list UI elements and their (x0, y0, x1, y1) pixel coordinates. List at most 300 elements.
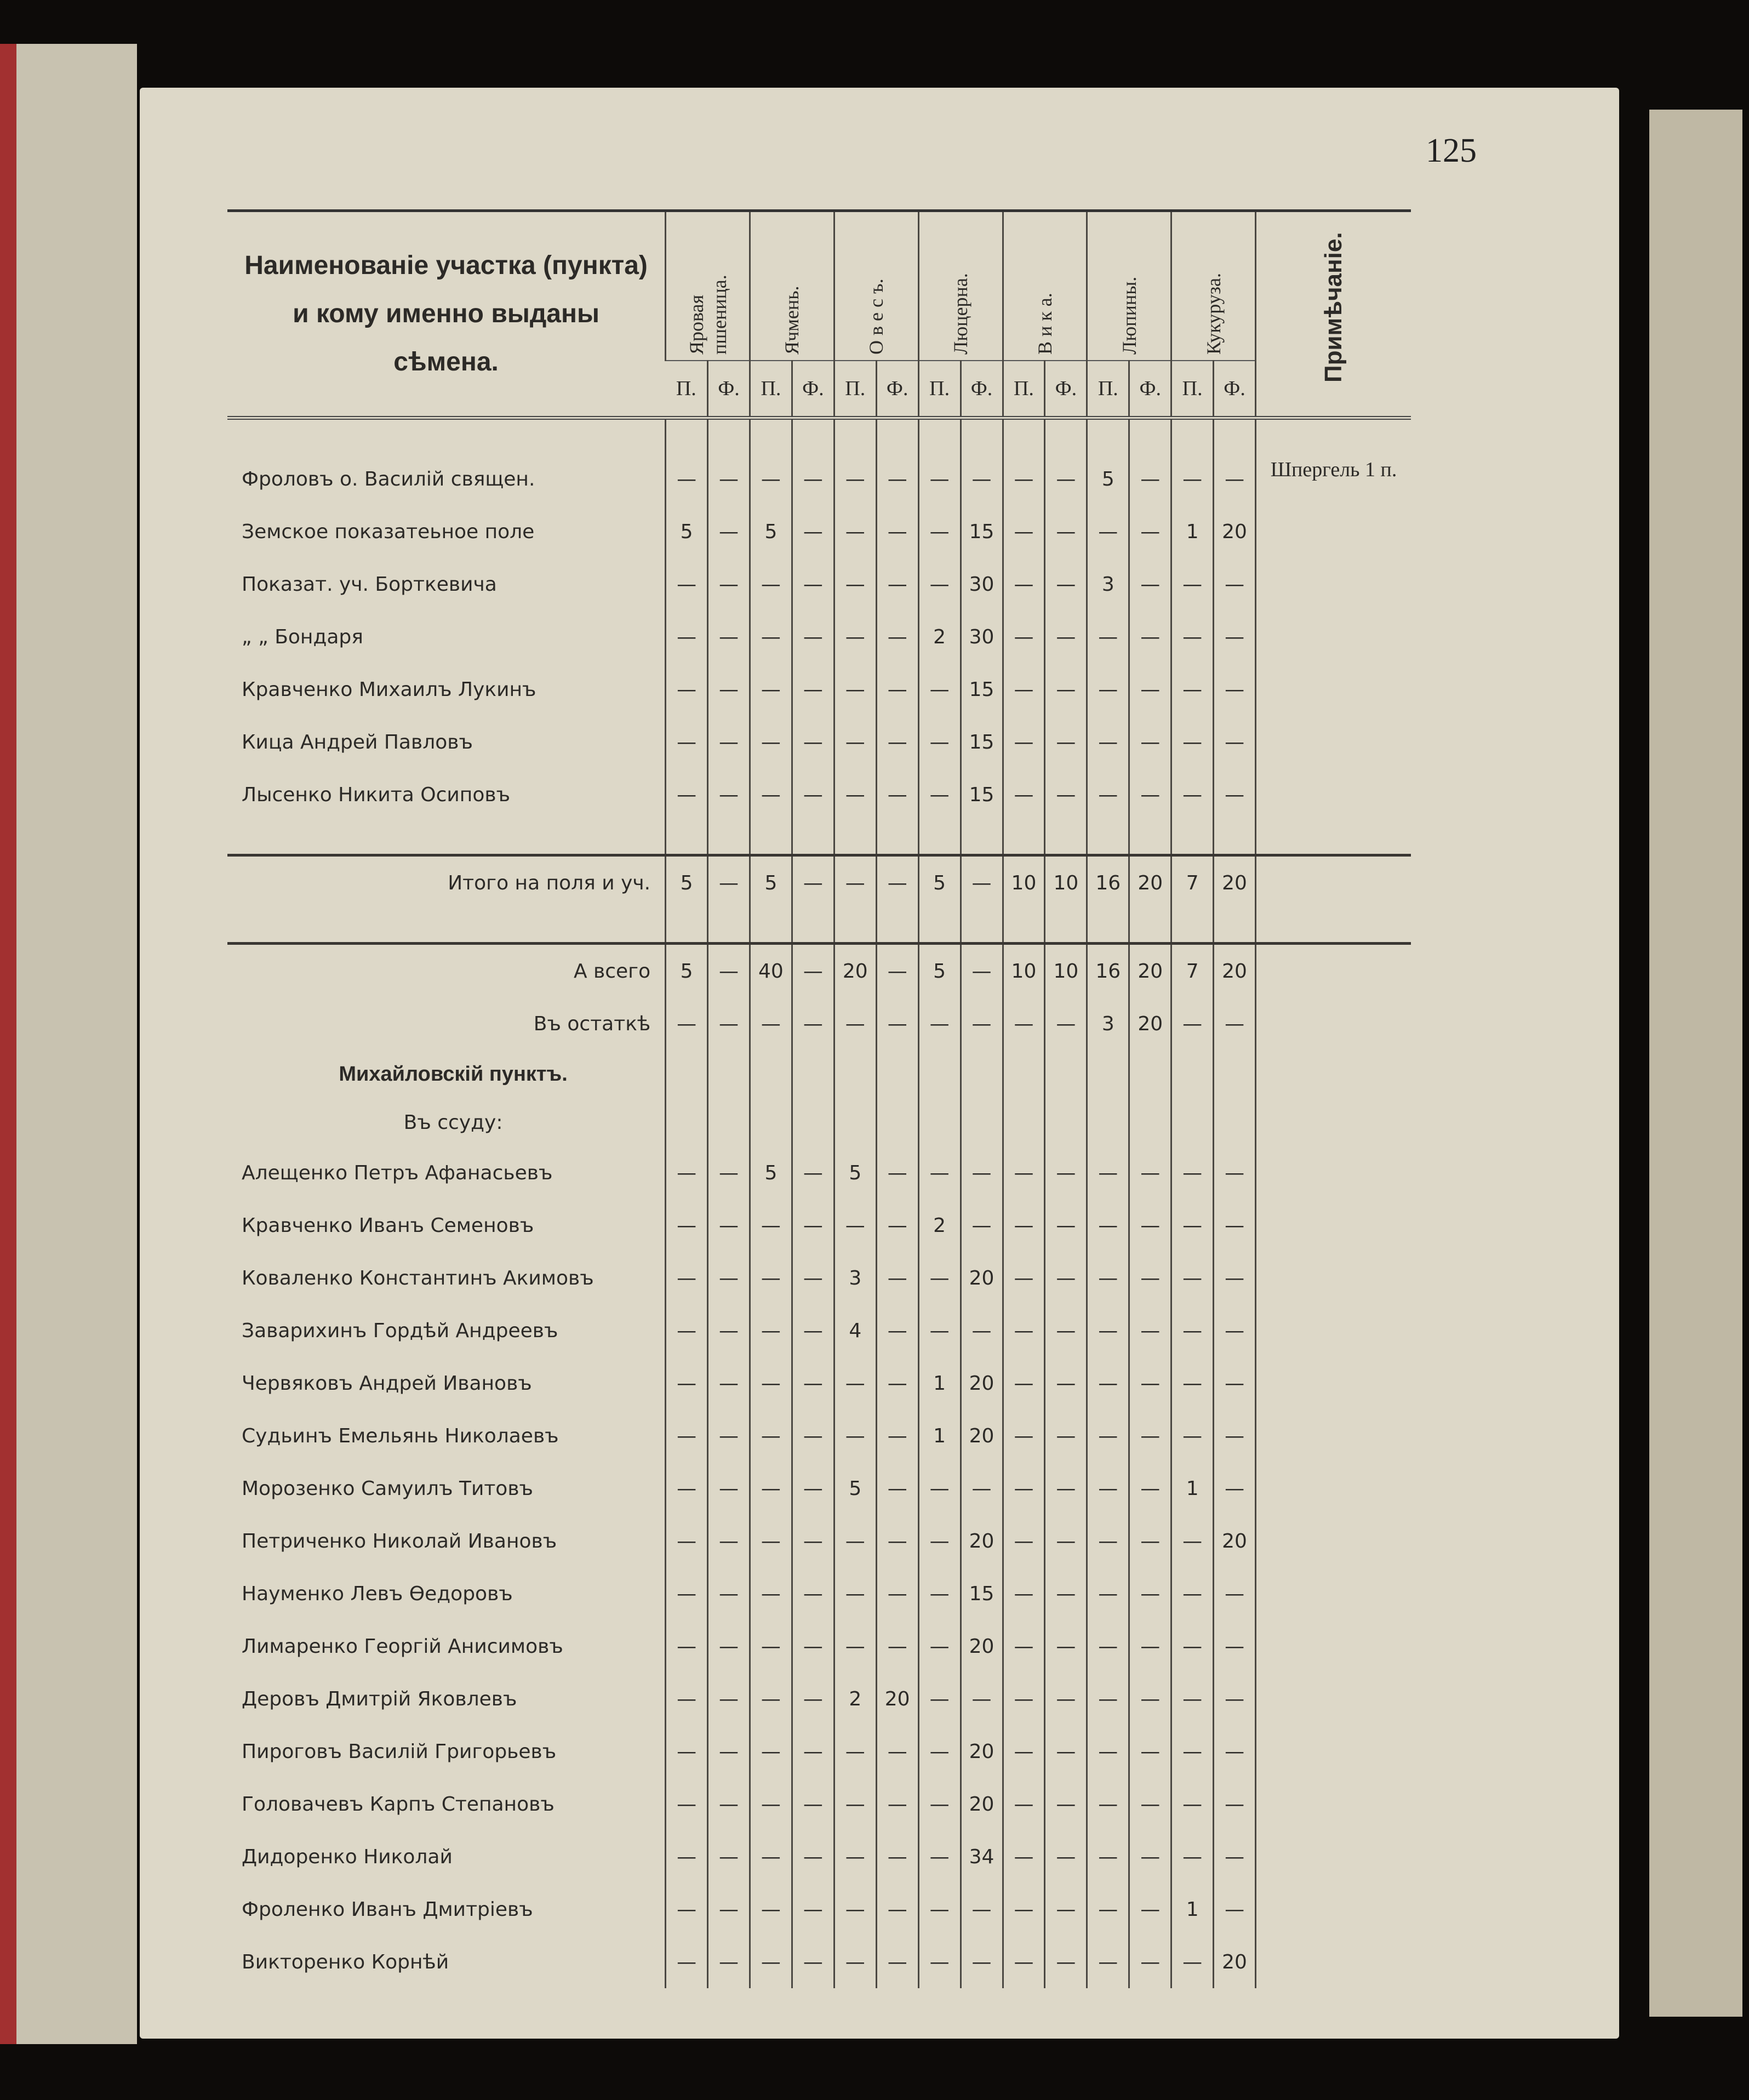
table-cell: — (834, 1199, 876, 1252)
table-cell: — (1171, 558, 1214, 610)
table-cell: — (792, 997, 834, 1050)
table-cell: — (1129, 1567, 1171, 1620)
table-row (227, 997, 1411, 1050)
table-cell: — (1171, 1567, 1214, 1620)
table-cell: — (1087, 1936, 1129, 1988)
table-row (227, 505, 1411, 558)
table-cell: — (1045, 1883, 1087, 1936)
name-column-header: Наименованіе участка (пункта) и кому именно выданы сѣмена. (227, 211, 666, 418)
table-cell: — (1045, 1409, 1087, 1462)
row-name: Земское показатеьное поле (242, 520, 535, 543)
table-cell: — (666, 1778, 708, 1830)
table-cell: — (1214, 1199, 1256, 1252)
table-cell: — (918, 1830, 961, 1883)
table-cell: 20 (961, 1252, 1003, 1304)
right-page-edge (1649, 110, 1742, 2017)
table-cell: — (666, 1883, 708, 1936)
note-column-header: Примѣчаніе. (1256, 211, 1411, 418)
table-cell: — (1045, 716, 1087, 768)
table-cell: — (1003, 1515, 1045, 1567)
table-cell: 5 (666, 944, 708, 998)
table-cell: 15 (961, 1567, 1003, 1620)
table-cell: — (1087, 1673, 1129, 1725)
subheader-3: Ф. (792, 361, 834, 418)
spacer-cell (750, 418, 792, 453)
spacer-cell (708, 909, 750, 944)
table-cell: — (1003, 1620, 1045, 1673)
empty-cell (1171, 1098, 1214, 1146)
table-cell: — (666, 997, 708, 1050)
table-cell: — (708, 1673, 750, 1725)
table-cell: — (1214, 1620, 1256, 1673)
table-cell: — (708, 505, 750, 558)
table-cell: — (1087, 1830, 1129, 1883)
note-cell-empty (1256, 1620, 1411, 1673)
table-cell: — (1087, 1357, 1129, 1409)
table-cell: — (876, 1409, 918, 1462)
spacer-cell (1171, 418, 1214, 453)
table-cell: 5 (750, 505, 792, 558)
table-cell: — (750, 1778, 792, 1830)
spacer-cell (227, 821, 666, 855)
table-cell: 7 (1171, 944, 1214, 998)
table-cell: — (750, 1462, 792, 1515)
table-cell: — (834, 505, 876, 558)
table-cell: — (750, 1515, 792, 1567)
spacer-cell (1256, 418, 1411, 453)
table-cell: — (1171, 768, 1214, 821)
table-cell: 5 (834, 1146, 876, 1199)
crop-header-vetch: В и к а. (1003, 211, 1087, 361)
table-cell: — (1087, 610, 1129, 663)
empty-cell (1087, 1050, 1129, 1098)
table-cell: — (1087, 1409, 1129, 1462)
spacer-cell (961, 821, 1003, 855)
table-cell: — (666, 663, 708, 716)
spacer-cell (708, 821, 750, 855)
table-cell: — (792, 768, 834, 821)
table-cell: — (1171, 1725, 1214, 1778)
table-cell: — (876, 610, 918, 663)
table-cell: — (1003, 610, 1045, 663)
table-cell: — (666, 1515, 708, 1567)
spacer-cell (1087, 821, 1129, 855)
table-cell: 5 (918, 944, 961, 998)
note-cell-empty (1256, 944, 1411, 998)
table-cell: — (666, 1673, 708, 1725)
table-cell: — (1045, 558, 1087, 610)
row-name: Въ остаткѣ (533, 1012, 651, 1035)
table-cell: — (1045, 1462, 1087, 1515)
table-cell: 20 (1129, 855, 1171, 910)
empty-cell (918, 1050, 961, 1098)
table-cell: — (792, 453, 834, 505)
table-cell: 15 (961, 716, 1003, 768)
table-cell: — (918, 1883, 961, 1936)
table-cell: — (1003, 768, 1045, 821)
table-cell: 30 (961, 610, 1003, 663)
table-cell: — (1087, 716, 1129, 768)
table-row (227, 1778, 1411, 1830)
table-cell: — (1003, 1462, 1045, 1515)
note-cell-empty (1256, 768, 1411, 821)
table-cell: — (961, 944, 1003, 998)
table-cell: — (1129, 1146, 1171, 1199)
table-cell: — (1171, 1357, 1214, 1409)
table-cell: — (1087, 505, 1129, 558)
subheader-8: П. (1003, 361, 1045, 418)
table-cell: — (1045, 505, 1087, 558)
table-cell: — (1003, 1778, 1045, 1830)
table-cell: — (1171, 1936, 1214, 1988)
table-cell: — (750, 1357, 792, 1409)
empty-cell (876, 1098, 918, 1146)
spacer-cell (1256, 909, 1411, 944)
table-cell: — (918, 1778, 961, 1830)
table-cell: 15 (961, 505, 1003, 558)
table-cell: — (961, 1883, 1003, 1936)
table-cell: — (876, 997, 918, 1050)
table-cell: — (1087, 1199, 1129, 1252)
table-cell: — (666, 1409, 708, 1462)
table-cell: — (1129, 1620, 1171, 1673)
table-cell: — (1045, 1936, 1087, 1988)
empty-cell (961, 1050, 1003, 1098)
spacer-cell (792, 418, 834, 453)
row-name: Заварихинъ Гордѣй Андреевъ (242, 1319, 558, 1342)
table-cell: — (1171, 1515, 1214, 1567)
note-cell-empty (1256, 716, 1411, 768)
table-cell: — (708, 997, 750, 1050)
table-cell: — (708, 1620, 750, 1673)
note-cell-empty (1256, 1883, 1411, 1936)
table-cell: — (1045, 453, 1087, 505)
table-row (227, 1620, 1411, 1673)
table-cell: — (1045, 610, 1087, 663)
note-cell-empty (1256, 558, 1411, 610)
table-cell: — (666, 1357, 708, 1409)
table-cell: — (918, 1462, 961, 1515)
table-cell: — (1003, 1725, 1045, 1778)
row-name: Лимаренко Георгій Анисимовъ (242, 1635, 563, 1658)
table-cell: — (1129, 1357, 1171, 1409)
table-row (227, 1357, 1411, 1409)
note-cell-empty (1256, 1199, 1411, 1252)
spacer-cell (227, 418, 666, 453)
note-cell: Шпергель 1 п. (1256, 453, 1411, 505)
table-cell: — (1003, 1252, 1045, 1304)
table-cell: 20 (1214, 1936, 1256, 1988)
empty-cell (666, 1098, 708, 1146)
spacer-cell (918, 418, 961, 453)
table-row (227, 1567, 1411, 1620)
table-cell: — (1171, 1252, 1214, 1304)
empty-cell (1214, 1098, 1256, 1146)
spacer-row (227, 418, 1411, 453)
table-cell: — (1003, 558, 1045, 610)
note-cell-empty (1256, 610, 1411, 663)
table-cell: — (1214, 1673, 1256, 1725)
table-cell: 1 (918, 1409, 961, 1462)
table-cell: — (750, 610, 792, 663)
table-row (227, 1883, 1411, 1936)
spacer-row (227, 821, 1411, 855)
table-cell: — (1129, 1515, 1171, 1567)
table-cell: 20 (961, 1409, 1003, 1462)
empty-cell (1256, 1098, 1411, 1146)
table-cell: — (961, 1673, 1003, 1725)
table-cell: — (918, 1252, 961, 1304)
table-cell: 20 (834, 944, 876, 998)
empty-cell (834, 1050, 876, 1098)
crop-header-lupine: Люпины. (1087, 211, 1171, 361)
crop-header-alfalfa: Люцерна. (918, 211, 1003, 361)
table-cell: — (1171, 663, 1214, 716)
table-cell: — (750, 1252, 792, 1304)
table-cell: — (834, 558, 876, 610)
row-name: Дидоренко Николай (242, 1845, 453, 1868)
table-cell: 5 (1087, 453, 1129, 505)
spacer-cell (1045, 821, 1087, 855)
table-row (227, 944, 1411, 998)
table-cell: — (1003, 1199, 1045, 1252)
table-cell: 20 (1214, 855, 1256, 910)
table-cell: — (750, 1725, 792, 1778)
table-cell: — (1045, 1673, 1087, 1725)
book-cover-edge (0, 44, 16, 2044)
table-cell: — (876, 855, 918, 910)
table-cell: — (708, 1409, 750, 1462)
table-cell: — (918, 997, 961, 1050)
table-cell: — (792, 1620, 834, 1673)
subheader-12: П. (1171, 361, 1214, 418)
section-row (227, 1050, 1411, 1098)
table-cell: — (1003, 1830, 1045, 1883)
crop-header-oats: О в е с ъ. (834, 211, 918, 361)
table-cell: — (792, 716, 834, 768)
table-cell: — (834, 1515, 876, 1567)
table-cell: 20 (961, 1725, 1003, 1778)
table-row (227, 855, 1411, 910)
table-cell: — (1003, 1304, 1045, 1357)
spacer-cell (666, 909, 708, 944)
table-cell: — (1087, 768, 1129, 821)
seed-distribution-table (227, 209, 1411, 1988)
table-cell: — (1214, 997, 1256, 1050)
spacer-cell (1129, 821, 1171, 855)
table-cell: — (708, 610, 750, 663)
empty-cell (750, 1098, 792, 1146)
table-cell: — (876, 1357, 918, 1409)
row-name: Морозенко Самуилъ Титовъ (242, 1477, 533, 1500)
spacer-cell (750, 821, 792, 855)
spacer-cell (961, 909, 1003, 944)
spacer-cell (1087, 418, 1129, 453)
table-cell: — (834, 855, 876, 910)
table-cell: — (918, 1515, 961, 1567)
row-name: Фроленко Иванъ Дмитріевъ (242, 1898, 533, 1921)
table-cell: — (1129, 610, 1171, 663)
section-title: Михайловскій пунктъ. (339, 1062, 568, 1086)
table-cell: — (708, 1936, 750, 1988)
table-cell: — (1087, 1567, 1129, 1620)
table-cell: — (1214, 610, 1256, 663)
table-cell: — (708, 558, 750, 610)
table-cell: — (1214, 1725, 1256, 1778)
subheader-11: Ф. (1129, 361, 1171, 418)
row-name: Фроловъ о. Василій священ. (242, 467, 535, 490)
section-subtitle: Въ ссуду: (403, 1111, 503, 1134)
table-cell: — (1129, 1830, 1171, 1883)
spacer-cell (1171, 909, 1214, 944)
table-cell: 1 (1171, 1883, 1214, 1936)
row-name: Кица Андрей Павловъ (242, 731, 473, 754)
table-cell: — (750, 768, 792, 821)
table-cell: — (1214, 1567, 1256, 1620)
table-cell: — (918, 1725, 961, 1778)
table-cell: — (1003, 1883, 1045, 1936)
spacer-cell (918, 821, 961, 855)
table-cell: — (666, 1462, 708, 1515)
row-name: „ „ Бондаря (242, 625, 363, 648)
table-cell: 2 (834, 1673, 876, 1725)
table-cell: — (1087, 1304, 1129, 1357)
table-cell: — (1045, 1199, 1087, 1252)
spacer-cell (876, 418, 918, 453)
row-name: Алещенко Петръ Афанасьевъ (242, 1161, 553, 1184)
table-row (227, 1252, 1411, 1304)
note-cell-empty (1256, 1778, 1411, 1830)
spacer-cell (666, 821, 708, 855)
table-cell: — (666, 558, 708, 610)
empty-cell (666, 1050, 708, 1098)
table-cell: — (708, 1778, 750, 1830)
empty-cell (708, 1098, 750, 1146)
empty-cell (750, 1050, 792, 1098)
spacer-cell (1045, 909, 1087, 944)
note-cell-empty (1256, 663, 1411, 716)
spacer-cell (961, 418, 1003, 453)
table-cell: 10 (1045, 944, 1087, 998)
table-cell: — (666, 453, 708, 505)
table-cell: 2 (918, 1199, 961, 1252)
table-cell: — (876, 716, 918, 768)
table-cell: — (708, 1830, 750, 1883)
row-name: Петриченко Николай Ивановъ (242, 1530, 557, 1553)
empty-cell (1045, 1098, 1087, 1146)
note-cell-empty (1256, 1409, 1411, 1462)
table-cell: — (1003, 1673, 1045, 1725)
table-cell: — (876, 768, 918, 821)
subheader-7: Ф. (961, 361, 1003, 418)
table-cell: — (961, 1146, 1003, 1199)
table-cell: 7 (1171, 855, 1214, 910)
table-cell: — (1171, 1409, 1214, 1462)
table-cell: — (708, 944, 750, 998)
empty-cell (1256, 1050, 1411, 1098)
table-cell: — (1214, 1252, 1256, 1304)
table-cell: — (708, 1725, 750, 1778)
table-cell: — (1129, 1673, 1171, 1725)
empty-cell (1214, 1050, 1256, 1098)
table-cell: 15 (961, 663, 1003, 716)
table-cell: — (1129, 716, 1171, 768)
table-cell: — (708, 1883, 750, 1936)
table-cell: — (750, 1304, 792, 1357)
table-row (227, 1725, 1411, 1778)
table-cell: — (918, 453, 961, 505)
note-cell-empty (1256, 1673, 1411, 1725)
table-cell: — (708, 855, 750, 910)
table-cell: — (918, 505, 961, 558)
subheader-5: Ф. (876, 361, 918, 418)
table-cell: — (750, 1620, 792, 1673)
table-cell: — (961, 855, 1003, 910)
spacer-cell (876, 909, 918, 944)
table-cell: — (918, 768, 961, 821)
table-cell: — (792, 1304, 834, 1357)
table-cell: — (792, 1146, 834, 1199)
subheader-6: П. (918, 361, 961, 418)
note-cell-empty (1256, 1304, 1411, 1357)
table-cell: — (876, 1883, 918, 1936)
note-cell-empty (1256, 1515, 1411, 1567)
note-cell-empty (1256, 1936, 1411, 1988)
table-cell: — (1129, 1409, 1171, 1462)
table-cell: — (1171, 610, 1214, 663)
table-cell: 3 (834, 1252, 876, 1304)
empty-cell (1003, 1098, 1045, 1146)
table-cell: — (1045, 768, 1087, 821)
table-cell: — (834, 1357, 876, 1409)
table-cell: — (876, 558, 918, 610)
table-cell: 20 (961, 1620, 1003, 1673)
spacer-cell (227, 909, 666, 944)
table-cell: — (750, 558, 792, 610)
table-cell: — (750, 1830, 792, 1883)
table-cell: — (792, 855, 834, 910)
table-cell: — (961, 1462, 1003, 1515)
table-cell: — (666, 1725, 708, 1778)
table-row (227, 610, 1411, 663)
spacer-cell (876, 821, 918, 855)
note-cell-empty (1256, 997, 1411, 1050)
table-cell: 40 (750, 944, 792, 998)
table-cell: — (792, 505, 834, 558)
note-cell-empty (1256, 1830, 1411, 1883)
table-cell: — (792, 1883, 834, 1936)
spacer-cell (1129, 909, 1171, 944)
table-cell: — (918, 1936, 961, 1988)
table-cell: — (1171, 997, 1214, 1050)
table-cell: 4 (834, 1304, 876, 1357)
empty-cell (876, 1050, 918, 1098)
table-cell: — (1171, 1146, 1214, 1199)
table-cell: — (834, 1620, 876, 1673)
empty-cell (1087, 1098, 1129, 1146)
table-cell: 20 (1214, 505, 1256, 558)
table-cell: — (666, 1199, 708, 1252)
table-cell: — (1171, 1199, 1214, 1252)
table-cell: — (792, 1830, 834, 1883)
empty-cell (1129, 1050, 1171, 1098)
table-cell: — (876, 663, 918, 716)
empty-cell (792, 1050, 834, 1098)
table-cell: — (1129, 558, 1171, 610)
table-cell: — (876, 1146, 918, 1199)
table-cell: — (876, 1725, 918, 1778)
note-cell-empty (1256, 1252, 1411, 1304)
